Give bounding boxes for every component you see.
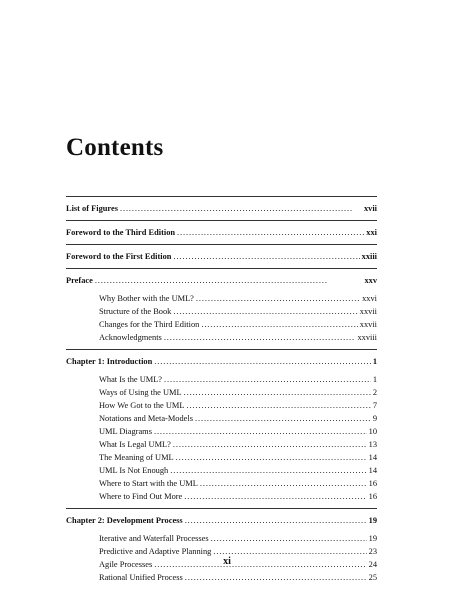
- toc-entry-label: Predictive and Adaptive Planning: [99, 547, 212, 556]
- toc-entry-label: UML Diagrams: [99, 427, 152, 436]
- toc-entry-label: Agile Processes: [99, 560, 153, 569]
- toc-entry-label: Acknowledgments: [99, 333, 162, 342]
- toc-entry-label: Notations and Meta-Models: [99, 414, 193, 423]
- toc-entry-page: xxi: [366, 228, 377, 237]
- toc-entry-label: Ways of Using the UML: [99, 388, 182, 397]
- toc-entry-label: UML Is Not Enough: [99, 466, 169, 475]
- toc-subentry[interactable]: [66, 292, 377, 305]
- toc-subentry[interactable]: [66, 305, 377, 318]
- toc-subentry[interactable]: [66, 386, 377, 399]
- toc-entry-chapter-2[interactable]: [66, 514, 377, 527]
- toc-entry-page: xxviii: [357, 333, 377, 342]
- toc-entry-page: xxvii: [359, 320, 377, 329]
- toc-entry-page: xxv: [364, 276, 377, 285]
- toc-entry-label: Structure of the Book: [99, 307, 172, 316]
- toc-subentry[interactable]: [66, 451, 377, 464]
- toc-subentry[interactable]: [66, 464, 377, 477]
- toc-entry-foreword-third[interactable]: [66, 226, 377, 239]
- toc-subentry[interactable]: [66, 331, 377, 344]
- toc-entry-page: 23: [368, 547, 377, 556]
- toc-entry-label: List of Figures: [66, 204, 118, 213]
- toc-entry-label: Foreword to the Third Edition: [66, 228, 176, 237]
- toc-entry-page: 16: [368, 479, 377, 488]
- toc-entry-page: 10: [368, 427, 377, 436]
- page-number: xi: [223, 556, 231, 567]
- toc-entry-label: Iterative and Waterfall Processes: [99, 534, 209, 543]
- toc-entry-page: 19: [368, 516, 377, 525]
- toc-entry-label: Rational Unified Process: [99, 573, 183, 582]
- toc-entry-label: Changes for the Third Edition: [99, 320, 200, 329]
- toc-entry-page: 24: [368, 560, 377, 569]
- toc-subentry[interactable]: [66, 490, 377, 503]
- toc-entry-page: xxiii: [361, 252, 377, 261]
- toc-entry-foreword-first[interactable]: [66, 250, 377, 263]
- toc-entry-label: Foreword to the First Edition: [66, 252, 172, 261]
- toc-entry-label: The Meaning of UML: [99, 453, 174, 462]
- toc-entry-label: Where to Find Out More: [99, 492, 183, 501]
- toc-entry-label: Chapter 1: Introduction: [66, 357, 153, 366]
- toc-subentry[interactable]: [66, 532, 377, 545]
- toc-entry-page: 1: [372, 375, 377, 384]
- page-title: Contents: [66, 134, 164, 161]
- toc-subentry[interactable]: [66, 373, 377, 386]
- toc-entry-preface[interactable]: [66, 274, 377, 287]
- toc-entry-page: 16: [368, 492, 377, 501]
- toc-entry-page: 13: [368, 440, 377, 449]
- toc-subentry[interactable]: [66, 571, 377, 584]
- toc-entry-page: 2: [372, 388, 377, 397]
- toc-subentry[interactable]: [66, 318, 377, 331]
- toc-entry-list-of-figures[interactable]: [66, 202, 377, 215]
- toc-entry-page: 14: [368, 453, 377, 462]
- toc-entry-label: What Is the UML?: [99, 375, 163, 384]
- chapter-1-sections: [66, 373, 377, 503]
- toc-entry-chapter-1[interactable]: [66, 355, 377, 368]
- toc-subentry[interactable]: [66, 399, 377, 412]
- toc-entry-label: What Is Legal UML?: [99, 440, 171, 449]
- toc-entry-page: 14: [368, 466, 377, 475]
- toc-entry-page: 19: [368, 534, 377, 543]
- toc-entry-label: Preface: [66, 276, 93, 285]
- toc-entry-page: xxvii: [359, 307, 377, 316]
- table-of-contents: [66, 196, 377, 584]
- toc-subentry[interactable]: [66, 425, 377, 438]
- toc-subentry[interactable]: [66, 477, 377, 490]
- toc-entry-label: Why Bother with the UML?: [99, 294, 194, 303]
- preface-sections: [66, 292, 377, 344]
- toc-subentry[interactable]: [66, 438, 377, 451]
- toc-entry-page: xvii: [363, 204, 377, 213]
- toc-entry-page: 25: [368, 573, 377, 582]
- toc-entry-page: 9: [372, 414, 377, 423]
- toc-entry-label: Chapter 2: Development Process: [66, 516, 183, 525]
- toc-subentry[interactable]: [66, 412, 377, 425]
- toc-entry-page: 1: [372, 357, 377, 366]
- toc-entry-page: 7: [372, 401, 377, 410]
- toc-entry-page: xxvi: [362, 294, 377, 303]
- toc-entry-label: How We Got to the UML: [99, 401, 185, 410]
- toc-entry-label: Where to Start with the UML: [99, 479, 198, 488]
